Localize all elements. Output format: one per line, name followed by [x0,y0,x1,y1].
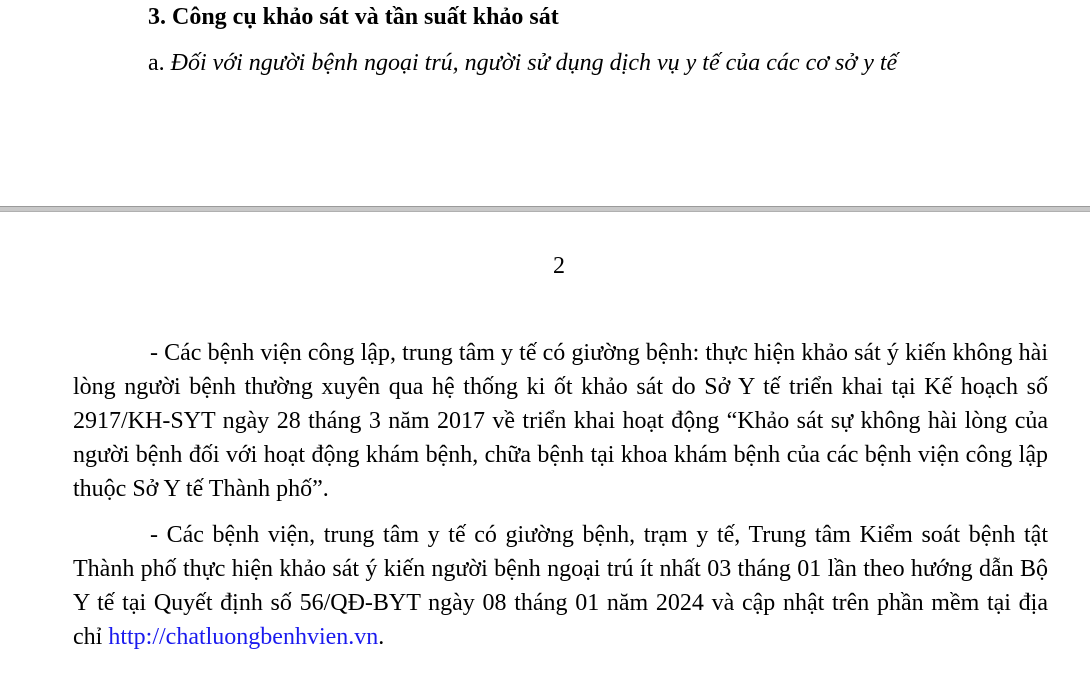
paragraph-2-end: . [378,624,385,650]
body-paragraph-1: - Các bệnh viện công lập, trung tâm y tế có giường bệnh: thực hiện khảo sát ý kiến không hài lòng người bệnh thường xuyên qua hệ thống ki ốt khảo sát do Sở Y tế triển khai tại Kế hoạch số 2917/KH-SYT ngày 28 tháng 3 năm 2017 về triển khai hoạt động “Khảo sát sự không hài lòng của người bệnh đối với hoạt động khám bệnh, chữa bệnh tại khoa khám bệnh của các bệnh viện công lập thuộc Sở Y tế Thành phố”. [73,340,1048,502]
section-heading: 3. Công cụ khảo sát và tần suất khảo sát [148,4,559,30]
subsection-text: Đối với người bệnh ngoại trú, người sử dụng dịch vụ y tế của các cơ sở y tế [170,50,898,76]
website-link[interactable]: http://chatluongbenhvien.vn [108,624,379,650]
paragraph-2-text: - Các bệnh viện, trung tâm y tế có giường bệnh, trạm y tế, Trung tâm Kiểm soát bệnh tật Thành phố thực hiện khảo sát ý kiến người bệnh ngoại trú ít nhất 03 tháng 01 lần theo hướng dẫn Bộ Y tế tại Quyết định số 56/QĐ-BYT ngày 08 tháng 01 năm 2024 và cập nhật trên phần mềm tại địa chỉ [73,522,1048,650]
subsection-heading [148,48,897,78]
body-paragraph-2 [73,518,1048,654]
subsection-marker: a. [148,50,165,76]
document-page-top [0,0,1090,207]
page-number: 2 [553,253,565,279]
